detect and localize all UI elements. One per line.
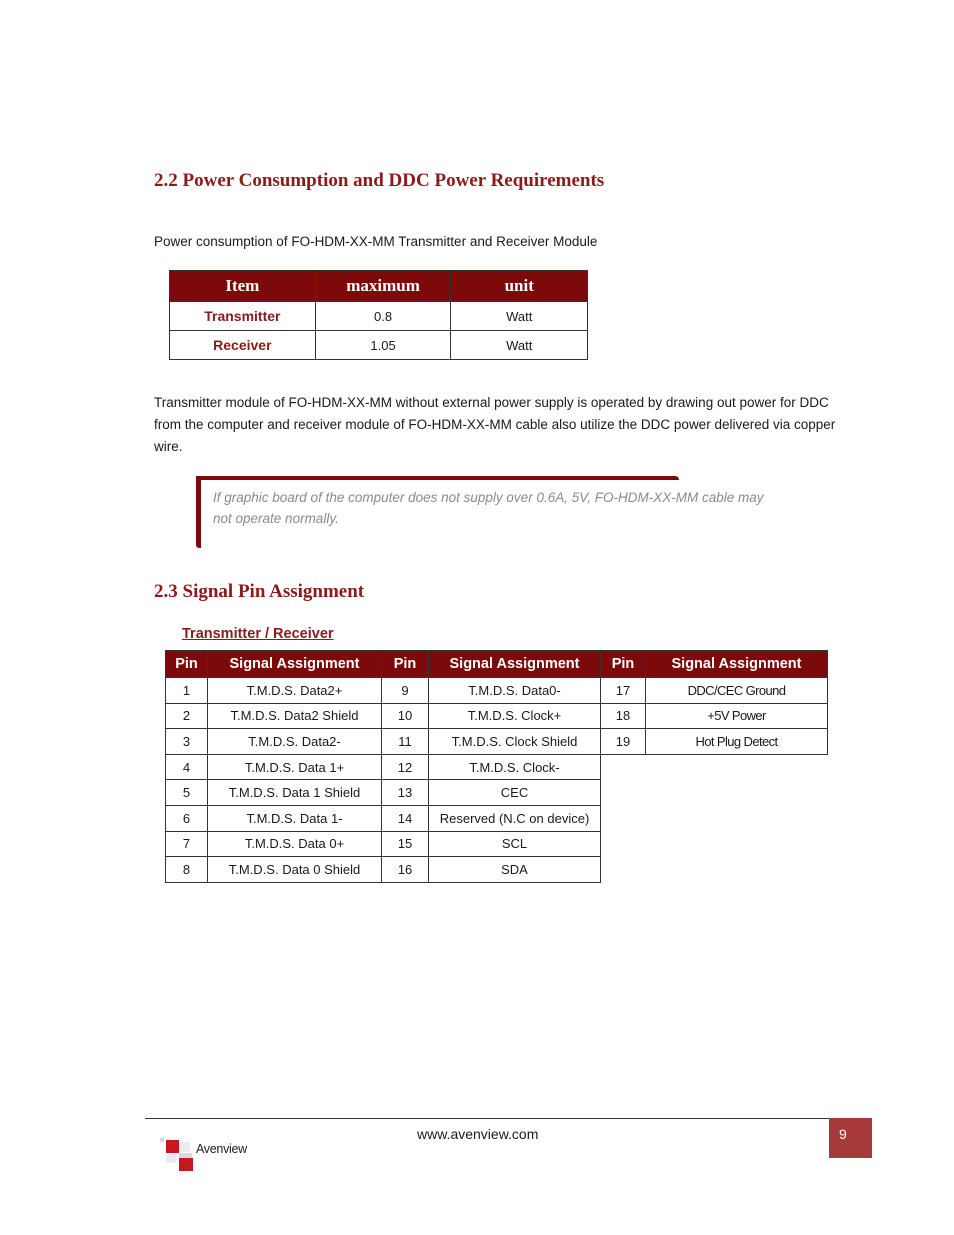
pin-number: 11 [382, 729, 429, 755]
pin-table [165, 650, 828, 883]
note-callout [196, 476, 764, 548]
power-row-maximum: 0.8 [315, 302, 451, 331]
empty-cell [601, 780, 828, 806]
section-pins-heading: 2.3 Signal Pin Assignment [154, 581, 365, 602]
table-row [166, 831, 828, 857]
avenview-logo [160, 1138, 260, 1180]
pin-table-header-row [166, 651, 828, 678]
pin-signal: DDC/CEC Ground [646, 678, 828, 704]
pin-header-signal: Signal Assignment [646, 651, 828, 678]
power-row-unit: Watt [451, 302, 588, 331]
pin-signal: SDA [429, 857, 601, 883]
pin-signal: Hot Plug Detect [646, 729, 828, 755]
power-header-maximum: maximum [315, 271, 451, 302]
callout-note-text: If graphic board of the computer does not supply over 0.6A, 5V, FO-HDM-XX-MM cable may not operate normally. [213, 490, 764, 526]
footer-divider [145, 1118, 829, 1119]
pin-header-signal: Signal Assignment [429, 651, 601, 678]
pin-header-signal: Signal Assignment [208, 651, 382, 678]
pin-signal: T.M.D.S. Data 1+ [208, 754, 382, 780]
pin-signal: T.M.D.S. Data 1 Shield [208, 780, 382, 806]
pin-number: 4 [166, 754, 208, 780]
pin-number: 18 [601, 703, 646, 729]
pin-number: 9 [382, 678, 429, 704]
pin-signal: T.M.D.S. Data 0+ [208, 831, 382, 857]
callout-top-bar [196, 476, 679, 480]
power-row-unit: Watt [451, 331, 588, 360]
pin-signal: T.M.D.S. Clock- [429, 754, 601, 780]
pin-number: 1 [166, 678, 208, 704]
pin-signal: T.M.D.S. Data 1- [208, 805, 382, 831]
empty-cell [601, 754, 828, 780]
pin-signal: Reserved (N.C on device) [429, 805, 601, 831]
power-row-label: Transmitter [170, 302, 316, 331]
pins-subheading: Transmitter / Receiver [182, 626, 334, 642]
pin-header-pin: Pin [166, 651, 208, 678]
power-intro: Power consumption of FO-HDM-XX-MM Transmitter and Receiver Module [154, 234, 598, 249]
pin-signal: T.M.D.S. Clock+ [429, 703, 601, 729]
pin-signal: T.M.D.S. Data0- [429, 678, 601, 704]
pin-number: 15 [382, 831, 429, 857]
pin-number: 7 [166, 831, 208, 857]
power-table [169, 270, 588, 360]
empty-cell [601, 805, 828, 831]
pin-signal: +5V Power [646, 703, 828, 729]
logo-text: Avenview [196, 1142, 247, 1156]
pin-signal: T.M.D.S. Clock Shield [429, 729, 601, 755]
pin-signal: T.M.D.S. Data2- [208, 729, 382, 755]
pin-number: 5 [166, 780, 208, 806]
pin-number: 12 [382, 754, 429, 780]
table-row [166, 754, 828, 780]
power-header-item: Item [170, 271, 316, 302]
pin-number: 16 [382, 857, 429, 883]
table-row [166, 729, 828, 755]
pin-number: 6 [166, 805, 208, 831]
table-row [166, 678, 828, 704]
power-row-label: Receiver [170, 331, 316, 360]
pin-number: 13 [382, 780, 429, 806]
footer-url: www.avenview.com [417, 1126, 539, 1142]
empty-cell [601, 831, 828, 857]
page-number: 9 [839, 1126, 847, 1142]
pin-header-pin: Pin [601, 651, 646, 678]
table-row [166, 857, 828, 883]
pin-signal: T.M.D.S. Data2 Shield [208, 703, 382, 729]
power-table-header-row [170, 271, 588, 302]
pin-number: 2 [166, 703, 208, 729]
pin-signal: T.M.D.S. Data2+ [208, 678, 382, 704]
table-row [166, 703, 828, 729]
pin-number: 19 [601, 729, 646, 755]
pin-signal: T.M.D.S. Data 0 Shield [208, 857, 382, 883]
pin-number: 17 [601, 678, 646, 704]
power-row-maximum: 1.05 [315, 331, 451, 360]
page-number-box [829, 1118, 872, 1158]
table-row [170, 331, 588, 360]
power-description: Transmitter module of FO-HDM-XX-MM without external power supply is operated by drawing out power for DDC from the computer and receiver module of FO-HDM-XX-MM cable also utilize the DDC power delivered via copper wire. [154, 395, 836, 454]
pin-signal: CEC [429, 780, 601, 806]
section-power-heading: 2.2 Power Consumption and DDC Power Requirements [154, 170, 605, 191]
table-row [170, 302, 588, 331]
table-row [166, 780, 828, 806]
table-row [166, 805, 828, 831]
pin-signal: SCL [429, 831, 601, 857]
power-header-unit: unit [451, 271, 588, 302]
pin-number: 14 [382, 805, 429, 831]
pin-number: 10 [382, 703, 429, 729]
pin-header-pin: Pin [382, 651, 429, 678]
callout-side-bar [196, 476, 201, 548]
empty-cell [601, 857, 828, 883]
pin-number: 8 [166, 857, 208, 883]
pin-number: 3 [166, 729, 208, 755]
